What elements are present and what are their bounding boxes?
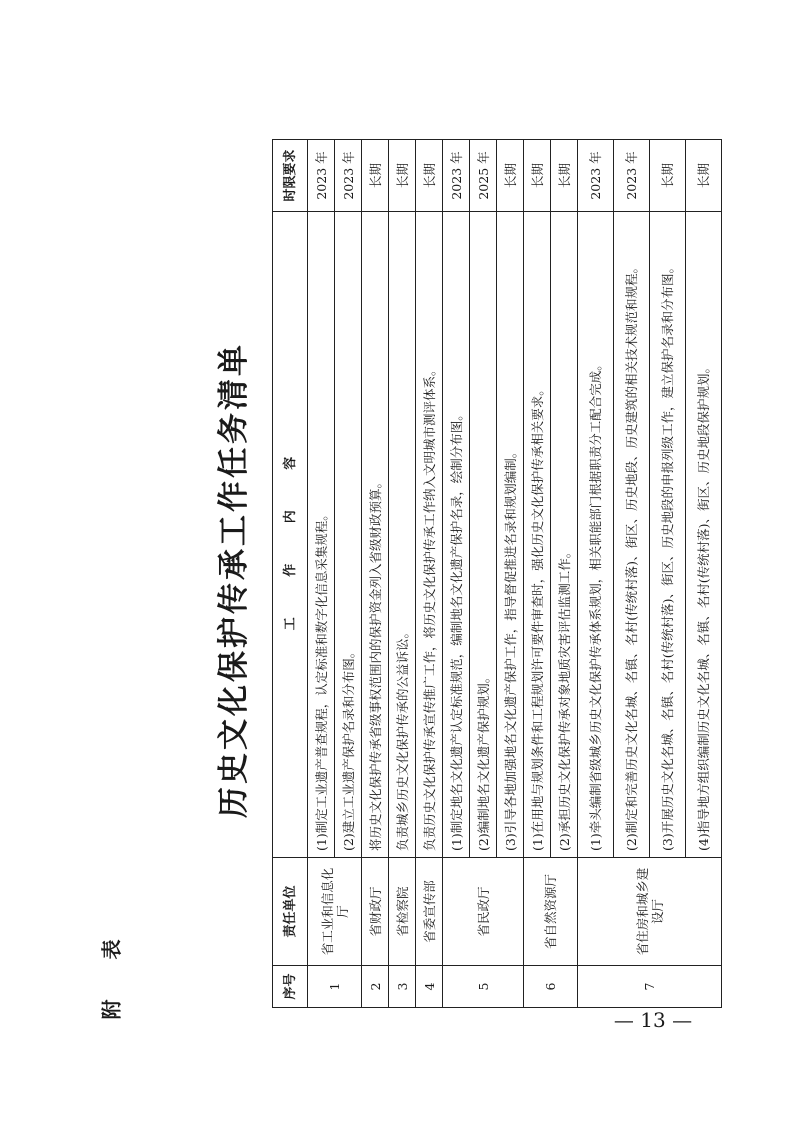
header-due: 时限要求 (273, 140, 308, 212)
table-row (389, 140, 416, 1008)
row-content: (2)制定和完善历史文化名城、名镇、名村(传统村落)、街区、历史地段、历史建筑的相关技术规范和规程。 (614, 212, 650, 858)
row-due: 长期 (362, 140, 389, 212)
row-due: 长期 (650, 140, 686, 212)
table-row (416, 140, 443, 1008)
row-no: 2 (362, 966, 389, 1008)
row-content: (3)开展历史文化名城、名镇、名村(传统村落)、街区、历史地段的申报列级工作，建立保护名录和分布图。 (650, 212, 686, 858)
row-due: 长期 (524, 140, 551, 212)
header-content: 工 作 内 容 (273, 212, 308, 858)
table-row (578, 140, 614, 1008)
row-no: 1 (308, 966, 362, 1008)
table-header-row (273, 140, 308, 1008)
row-no: 3 (389, 966, 416, 1008)
row-content: 负责历史文化保护传承宣传推广工作，将历史文化保护传承工作纳入文明城市测评体系。 (416, 212, 443, 858)
appendix-label (100, 935, 140, 1025)
row-due: 长期 (551, 140, 578, 212)
row-due: 2023 年 (614, 140, 650, 212)
row-unit: 省民政厅 (443, 858, 524, 966)
table-row (308, 140, 335, 1008)
table-row (362, 140, 389, 1008)
row-unit: 省财政厅 (362, 858, 389, 966)
table-row (524, 140, 551, 1008)
row-due: 2023 年 (308, 140, 335, 212)
row-due: 2023 年 (335, 140, 362, 212)
row-no: 5 (443, 966, 524, 1008)
appendix-char-1: 表 (99, 939, 124, 960)
rotated-page-content (200, 140, 793, 1020)
row-content: (3)引导各地加强地名文化遗产保护工作，指导督促推进名录和规划编制。 (497, 212, 524, 858)
row-unit: 省工业和信息化厅 (308, 858, 362, 966)
row-content: (2)编制地名文化遗产保护规划。 (470, 212, 497, 858)
row-due: 长期 (389, 140, 416, 212)
row-due: 长期 (497, 140, 524, 212)
row-due: 2025 年 (470, 140, 497, 212)
header-unit: 责任单位 (273, 858, 308, 966)
row-content: (1)在用地与规划条件和工程规划许可要件审查时，强化历史文化保护传承相关要求。 (524, 212, 551, 858)
row-content: (1)制定地名文化遗产认定标准规范，编制地名文化遗产保护名录，绘制分布图。 (443, 212, 470, 858)
row-due: 长期 (686, 140, 722, 212)
row-content: 将历史文化保护传承省级事权范围内的保护资金列入省级财政预算。 (362, 212, 389, 858)
row-content: (2)建立工业遗产保护名录和分布图。 (335, 212, 362, 858)
row-content: (1)制定工业遗产普查规程，认定标准和数字化信息采集规程。 (308, 212, 335, 858)
row-due: 2023 年 (443, 140, 470, 212)
row-content: 负责城乡历史文化保护传承的公益诉讼。 (389, 212, 416, 858)
header-no: 序号 (273, 966, 308, 1008)
row-unit: 省检察院 (389, 858, 416, 966)
row-no: 6 (524, 966, 578, 1008)
task-table (272, 139, 722, 1008)
row-content: (1)牵头编制省级城乡历史文化保护传承体系规划，相关职能部门根据职责分工配合完成。 (578, 212, 614, 858)
row-content: (2)承担历史文化保护传承对象地质灾害评估监测工作。 (551, 212, 578, 858)
row-no: 4 (416, 966, 443, 1008)
document-title: 历史文化保护传承工作任务清单 (216, 342, 252, 818)
page-number: — 13 — (613, 1008, 693, 1032)
row-due: 长期 (416, 140, 443, 212)
appendix-char-2: 附 (99, 999, 124, 1020)
table-row (443, 140, 470, 1008)
row-unit: 省自然资源厅 (524, 858, 578, 966)
row-unit: 省住房和城乡建设厅 (578, 858, 722, 966)
row-content: (4)指导地方组织编制历史文化名城、名镇、名村(传统村落)、街区、历史地段保护规划。 (686, 212, 722, 858)
row-due: 2023 年 (578, 140, 614, 212)
row-unit: 省委宣传部 (416, 858, 443, 966)
row-no: 7 (578, 966, 722, 1008)
